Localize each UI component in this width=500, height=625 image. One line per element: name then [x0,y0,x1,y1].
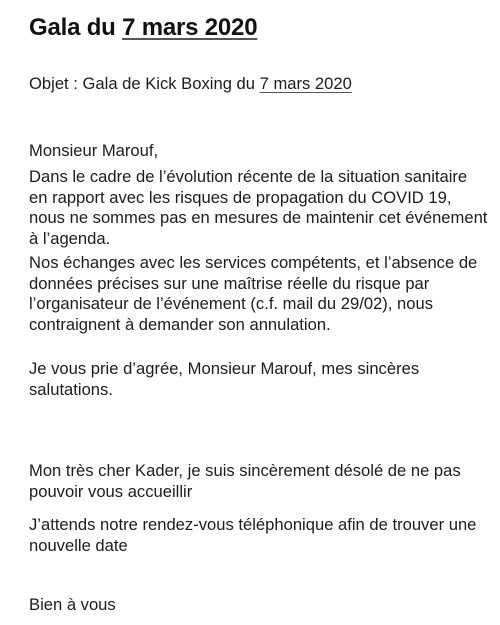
paragraph-reasons: Nos échanges avec les services compétents, et l’absence de données précises sur une maîtrise réelle du risque par l’organisateur de l’événement (c.f. mail du 29/02), nous contraignent à demander son annulation. [29,253,478,334]
subject-prefix: Objet : Gala de Kick Boxing du [29,74,260,93]
subject-date-link[interactable]: 7 mars 2020 [259,74,352,93]
subject-line [29,74,489,95]
title-date-link[interactable]: 7 mars 2020 [122,14,258,41]
closing: Bien à vous [29,595,116,614]
paragraph-cancellation: Dans le cadre de l’évolution récente de la situation sanitaire en rapport avec les risques de propagation du COVID 19, nous ne sommes pas en mesures de maintenir cet événement à l’agenda. [29,167,488,248]
paragraph-personal-apology: Mon très cher Kader, je suis sincèrement désolé de ne pas pouvoir vous accueillir [29,461,461,501]
salutation: Monsieur Marouf, [29,141,159,160]
paragraph-new-date: J’attends notre rendez-vous téléphonique afin de trouver une nouvelle date [29,515,477,555]
paragraph-regards: Je vous prie d’agrée, Monsieur Marouf, mes sincères salutations. [29,359,420,399]
title-prefix: Gala du [29,14,123,41]
letter-title [29,14,257,42]
